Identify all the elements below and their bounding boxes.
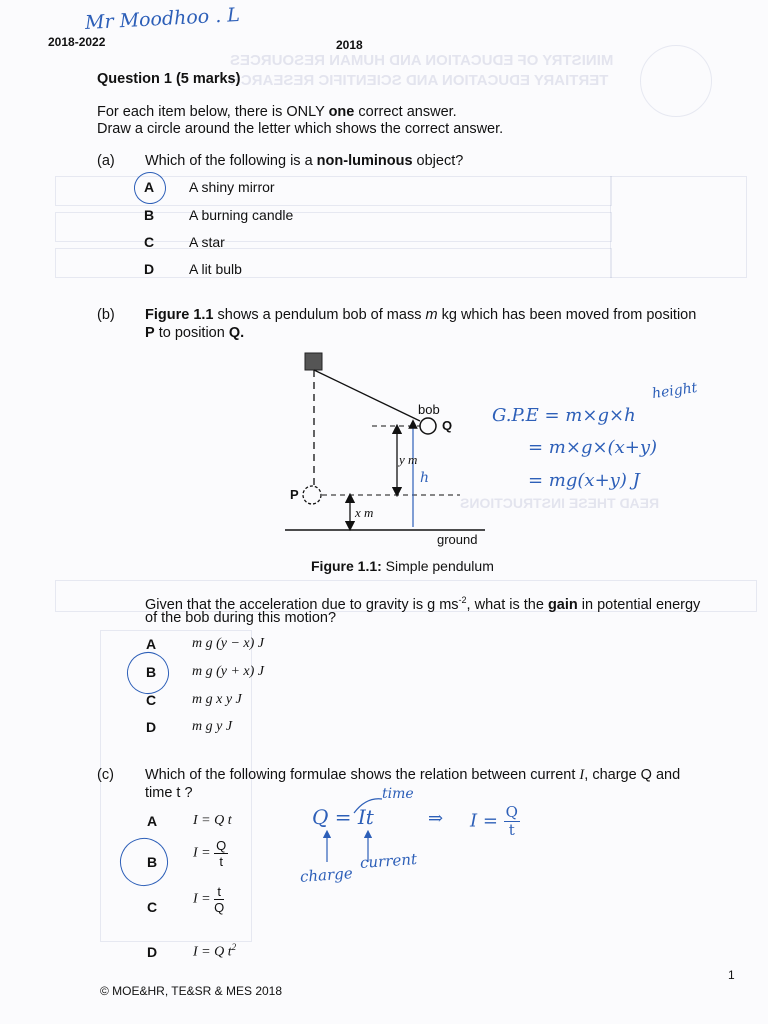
header-year: 2018	[336, 38, 363, 52]
part-a-option-b-letter[interactable]: B	[144, 207, 155, 223]
part-a-stem-bold: non-luminous	[316, 153, 413, 169]
part-c-option-b-lhs: I =	[193, 845, 211, 861]
part-b-option-c-letter[interactable]: C	[146, 692, 157, 708]
part-c-option-d-text: I = Q t	[193, 944, 232, 960]
part-c-option-c-den: Q	[214, 900, 225, 915]
figure-hand-h: h	[420, 470, 430, 486]
figure-x-label: x m	[355, 505, 374, 520]
footer-copyright: © MOE&HR, TE&SR & MES 2018	[100, 984, 283, 998]
part-a-option-d-text: A lit bulb	[189, 261, 242, 277]
part-b-stem-post: kg which has been moved from position	[437, 307, 697, 323]
part-c-option-d-letter[interactable]: D	[147, 944, 158, 960]
note-result-lhs: I =	[470, 810, 498, 832]
part-c-option-b-den: t	[219, 854, 223, 869]
figure-y-label: y m	[399, 452, 418, 467]
part-b-q-end: in potential energy	[577, 596, 701, 613]
part-a-option-c-text: A star	[189, 234, 225, 250]
handwritten-name: Mr Moodhoo . L	[84, 3, 241, 35]
part-c-option-c-num: t	[214, 884, 224, 900]
instruction-1-post: correct answer.	[354, 104, 457, 120]
part-c-label: (c)	[97, 767, 114, 783]
part-c-option-c-formula	[193, 884, 224, 915]
figure-ground-label: ground	[437, 532, 478, 547]
part-b-stem-line-1	[145, 306, 696, 324]
figure-p-label: P	[290, 487, 299, 502]
part-a-stem-pre: Which of the following is a	[145, 153, 317, 169]
part-c-option-d-sup: 2	[231, 942, 237, 952]
pendulum-bob-q	[420, 418, 436, 434]
part-b-q-post: , what is the	[466, 596, 548, 613]
part-b-option-a-letter[interactable]: A	[146, 636, 157, 652]
header-years: 2018-2022	[48, 35, 106, 49]
part-c-stem-line-2: time t ?	[145, 785, 193, 801]
instruction-1-pre: For each item below, there is ONLY	[97, 104, 329, 120]
note-result-num: Q	[505, 803, 518, 821]
note-charge: charge	[299, 864, 354, 886]
part-a-option-a-letter[interactable]: A	[144, 179, 155, 195]
part-c-option-d-formula	[193, 942, 236, 961]
figure-q-label: Q	[442, 418, 453, 433]
part-a-stem	[145, 152, 463, 170]
part-c-stem-post: , charge Q and	[584, 767, 681, 783]
pendulum-support-block	[305, 353, 322, 370]
part-b-question-line-2: of the bob during this motion?	[145, 610, 337, 626]
note-result	[470, 804, 520, 839]
instruction-line-2: Draw a circle around the letter which shows the correct answer.	[97, 121, 504, 137]
note-result-den: t	[508, 821, 515, 839]
page-number: 1	[728, 968, 735, 982]
part-b-option-a-text: m g (y − x) J	[192, 636, 265, 651]
part-c-option-a-letter[interactable]: A	[147, 813, 158, 829]
figure-caption-bold: Figure 1.1:	[311, 558, 382, 574]
part-b-stem-mid: shows a pendulum bob of mass	[213, 307, 426, 323]
note-arrow: ⇒	[428, 808, 444, 829]
part-c-stem-i: I	[579, 767, 585, 783]
part-b-option-b-text: m g (y + x) J	[192, 664, 265, 679]
part-a-option-d-letter[interactable]: D	[144, 261, 155, 277]
part-a-stem-post: object?	[412, 153, 464, 169]
part-a-option-c-letter[interactable]: C	[144, 234, 155, 250]
question-title: Question 1 (5 marks)	[97, 71, 241, 87]
instruction-line-1	[97, 103, 457, 121]
part-c-stem-line-1	[145, 766, 680, 784]
part-c-option-b-formula	[193, 838, 228, 869]
note-gpe-line-1: G.P.E = m×g×h	[492, 405, 636, 426]
figure-caption-rest: Simple pendulum	[381, 558, 494, 574]
note-current: current	[359, 850, 418, 872]
part-c-option-c-letter[interactable]: C	[147, 899, 158, 915]
part-b-option-d-letter[interactable]: D	[146, 719, 157, 735]
part-b-figure-ref: Figure 1.1	[145, 307, 214, 323]
part-c-option-b-fraction	[214, 838, 228, 869]
note-gpe-line-3: = mg(x+y) J	[528, 470, 640, 491]
part-b-q-sup: -2	[458, 595, 467, 605]
part-a-option-a-text: A shiny mirror	[189, 179, 275, 195]
pendulum-string	[314, 370, 420, 421]
instruction-1-bold: one	[328, 104, 355, 120]
part-b-option-d-text: m g y J	[192, 719, 233, 734]
part-c-option-c-lhs: I =	[193, 891, 211, 907]
part-b-stem-p: P	[145, 325, 155, 341]
part-b-stem-to: to position	[154, 325, 229, 341]
part-c-option-a-text: I = Q t	[193, 813, 232, 828]
part-b-q-bold: gain	[547, 596, 578, 613]
part-c-stem-pre: Which of the following formulae shows the relation between current	[145, 767, 580, 783]
part-a-option-b-text: A burning candle	[189, 207, 294, 223]
part-b-label: (b)	[97, 307, 115, 323]
part-b-stem-m: m	[425, 307, 438, 323]
part-b-q-pre: Given that the acceleration due to gravity is g ms	[145, 596, 459, 613]
note-gpe-line-2: = m×g×(x+y)	[528, 437, 658, 458]
pendulum-figure	[270, 345, 500, 550]
part-c-option-c-fraction	[214, 884, 224, 915]
figure-caption	[311, 558, 494, 574]
note-time: time	[382, 786, 414, 802]
part-b-stem-line-2	[145, 324, 244, 342]
note-formula: Q = It	[312, 805, 374, 829]
part-c-option-b-num: Q	[216, 838, 227, 853]
part-b-option-b-letter[interactable]: B	[146, 664, 157, 680]
part-c-option-b-letter[interactable]: B	[147, 854, 158, 870]
pendulum-bob-p	[303, 486, 321, 504]
part-b-option-c-text: m g x y J	[192, 692, 242, 707]
note-height: height	[651, 379, 699, 403]
part-a-label: (a)	[97, 153, 115, 169]
part-b-stem-q: Q.	[228, 325, 245, 341]
figure-bob-label: bob	[418, 402, 440, 417]
note-result-fraction	[504, 804, 520, 839]
